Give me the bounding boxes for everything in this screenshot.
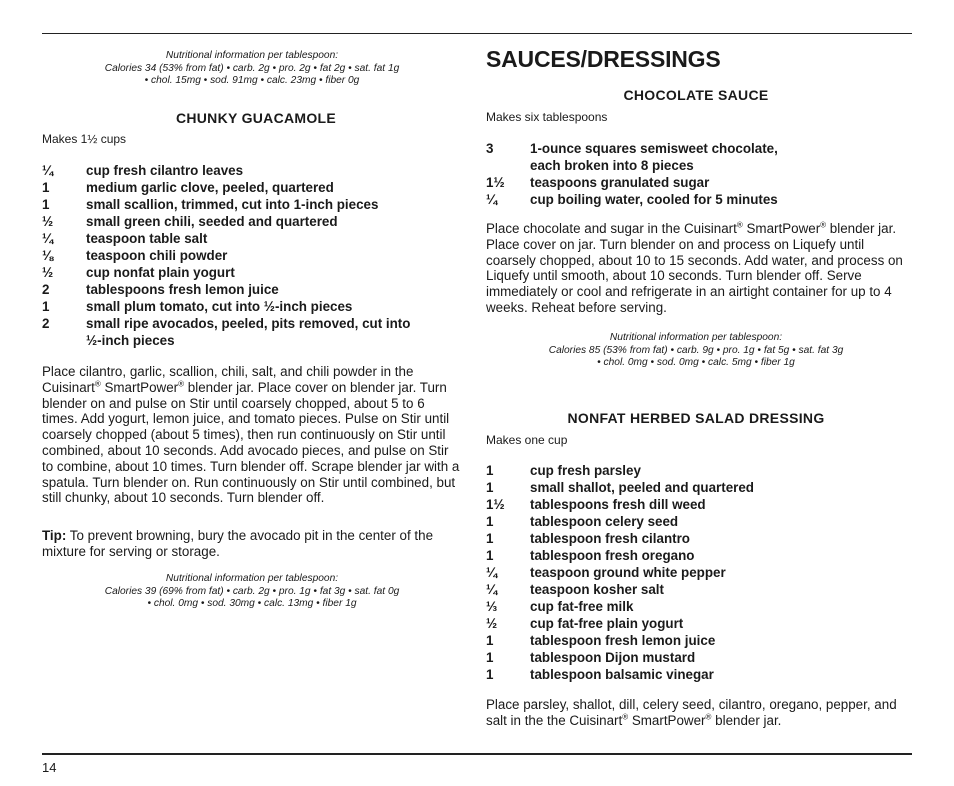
- ingredient-text: cup fresh cilantro leaves: [86, 163, 244, 178]
- ingredient-text: small ripe avocados, peeled, pits removed, cut into: [86, 316, 411, 331]
- ingredient-row: [486, 547, 906, 564]
- ingredient-row: [486, 581, 906, 598]
- ingredient-qty: 1: [42, 299, 50, 314]
- ingredient-qty: 1: [486, 667, 494, 682]
- ingredient-text: tablespoon fresh oregano: [530, 548, 695, 563]
- ingredient-text: tablespoon fresh lemon juice: [530, 633, 716, 648]
- ingredient-row: [486, 666, 906, 683]
- registered-mark: ®: [94, 379, 101, 389]
- nutrition-info-top: [42, 50, 462, 88]
- instructions-text: Place chocolate and sugar in the Cuisinart: [486, 221, 737, 236]
- ingredient-row: [486, 632, 906, 649]
- ingredient-qty: ¼: [486, 582, 498, 597]
- ingredient-qty: ¼: [486, 192, 498, 207]
- ingredient-qty: 3: [486, 141, 494, 156]
- ingredient-text: medium garlic clove, peeled, quartered: [86, 180, 334, 195]
- ingredient-row: [42, 196, 462, 213]
- page-number: 14: [42, 760, 57, 775]
- instructions-text: Place cilantro, garlic, scallion, chili, salt, and chili powder in the Cuisinart: [42, 364, 414, 395]
- tip-label: Tip:: [42, 528, 67, 543]
- ingredient-qty: 1: [486, 463, 494, 478]
- ingredient-qty: 1: [486, 480, 494, 495]
- ingredient-text: cup nonfat plain yogurt: [86, 265, 235, 280]
- recipe-yield: Makes six tablespoons: [486, 110, 608, 124]
- ingredient-text: tablespoons fresh dill weed: [530, 497, 706, 512]
- ingredient-list: [486, 462, 906, 683]
- ingredient-row: [486, 479, 906, 496]
- instructions-text: SmartPower: [100, 379, 179, 395]
- recipe-title-guacamole: CHUNKY GUACAMOLE: [175, 110, 337, 126]
- ingredient-row: [486, 140, 906, 157]
- nutrition-heading: Nutritional information per tablespoon:: [165, 50, 339, 61]
- ingredient-qty: 2: [42, 316, 50, 331]
- registered-mark: ®: [622, 712, 629, 722]
- ingredient-text: teaspoon ground white pepper: [530, 565, 726, 580]
- ingredient-qty: [486, 157, 530, 174]
- ingredient-qty: ¼: [42, 231, 54, 246]
- top-rule: [42, 33, 912, 34]
- instructions-text: Place parsley, shallot, dill, celery seed, cilantro, oregano, pepper, and salt in the the Cuisinart: [486, 697, 897, 728]
- nutrition-heading: Nutritional information per tablespoon:: [165, 573, 339, 584]
- registered-mark: ®: [705, 712, 712, 722]
- ingredient-text: cup boiling water, cooled for 5 minutes: [530, 192, 778, 207]
- nutrition-info: [486, 332, 906, 370]
- ingredient-qty: 2: [42, 282, 50, 297]
- ingredient-qty: 1½: [486, 497, 505, 512]
- ingredient-text: tablespoon fresh cilantro: [530, 531, 690, 546]
- ingredient-qty: 1: [42, 197, 50, 212]
- ingredient-text: tablespoon Dijon mustard: [530, 650, 696, 665]
- ingredient-row: [42, 332, 462, 349]
- ingredient-text: ½-inch pieces: [86, 333, 175, 348]
- ingredient-list: [486, 140, 906, 208]
- recipe-title-chocolate-sauce: CHOCOLATE SAUCE: [623, 87, 769, 103]
- ingredient-qty: [42, 332, 86, 349]
- ingredient-qty: 1: [486, 633, 494, 648]
- ingredient-qty: ¼: [42, 163, 54, 178]
- ingredient-list: [42, 162, 462, 349]
- ingredient-row: [486, 191, 906, 208]
- ingredient-qty: ½: [42, 265, 54, 280]
- tip-text: To prevent browning, bury the avocado pit in the center of the mixture for serving or storage.: [42, 528, 434, 559]
- recipe-instructions: [486, 221, 906, 316]
- ingredient-text: small scallion, trimmed, cut into 1-inch pieces: [86, 197, 379, 212]
- ingredient-qty: ½: [42, 214, 54, 229]
- registered-mark: ®: [178, 379, 185, 389]
- ingredient-row: [42, 213, 462, 230]
- ingredient-row: [42, 264, 462, 281]
- ingredient-row: [486, 496, 906, 513]
- nutrition-line: Calories 39 (69% from fat) • carb. 2g • pro. 1g • fat 3g • sat. fat 0g: [104, 585, 400, 597]
- recipe-yield: Makes 1½ cups: [42, 132, 127, 146]
- ingredient-text: cup fat-free plain yogurt: [530, 616, 684, 631]
- ingredient-text: teaspoon table salt: [86, 231, 208, 246]
- ingredient-text: 1-ounce squares semisweet chocolate,: [530, 141, 778, 156]
- ingredient-row: [42, 162, 462, 179]
- ingredient-text: teaspoon kosher salt: [530, 582, 664, 597]
- ingredient-row: [486, 174, 906, 191]
- ingredient-row: [486, 564, 906, 581]
- nutrition-line: • chol. 0mg • sod. 0mg • calc. 5mg • fiber 1g: [597, 357, 795, 368]
- registered-mark: ®: [820, 220, 827, 230]
- ingredient-qty: ½: [486, 616, 498, 631]
- ingredient-row: [42, 281, 462, 298]
- instructions-text: blender jar. Place cover on jar. Turn blender on and process on Liquefy until coarsely chopped, about 10 to 15 seconds. Add water, and process on Liquefy until smooth, about 10 seconds. Turn blender off. Serve immediately or cool and refrigerate in an airtight container for up to 4 weeks. Reheat before serving.: [486, 221, 903, 315]
- section-title: SAUCES/DRESSINGS: [486, 46, 721, 72]
- ingredient-qty: 1: [42, 180, 50, 195]
- ingredient-row: [486, 513, 906, 530]
- recipe-yield: Makes one cup: [486, 433, 568, 447]
- ingredient-row: [486, 462, 906, 479]
- ingredient-text: tablespoon balsamic vinegar: [530, 667, 714, 682]
- instructions-text: blender jar.: [711, 712, 782, 728]
- ingredient-row: [42, 315, 462, 332]
- registered-mark: ®: [736, 220, 743, 230]
- recipe-instructions: [42, 364, 462, 506]
- ingredient-qty: ⅛: [42, 248, 54, 263]
- ingredient-text: small shallot, peeled and quartered: [530, 480, 754, 495]
- ingredient-text: teaspoon chili powder: [86, 248, 228, 263]
- nutrition-line: Calories 34 (53% from fat) • carb. 2g • pro. 2g • fat 2g • sat. fat 1g: [104, 62, 400, 74]
- nutrition-info: [42, 573, 462, 611]
- ingredient-row: [42, 298, 462, 315]
- ingredient-text: small plum tomato, cut into ½-inch pieces: [86, 299, 353, 314]
- ingredient-row: [42, 247, 462, 264]
- nutrition-line: Calories 85 (53% from fat) • carb. 9g • pro. 1g • fat 5g • sat. fat 3g: [548, 344, 844, 356]
- instructions-text: SmartPower: [628, 712, 706, 728]
- ingredient-qty: 1: [486, 514, 494, 529]
- instructions-text: SmartPower: [742, 221, 821, 236]
- recipe-tip: [42, 528, 462, 560]
- ingredient-row: [486, 598, 906, 615]
- bottom-rule: [42, 753, 912, 755]
- ingredient-text: cup fresh parsley: [530, 463, 641, 478]
- ingredient-qty: 1: [486, 650, 494, 665]
- ingredient-row: [42, 179, 462, 196]
- recipe-title-salad-dressing: NONFAT HERBED SALAD DRESSING: [567, 410, 825, 426]
- ingredient-qty: ⅓: [486, 599, 498, 614]
- ingredient-text: each broken into 8 pieces: [530, 158, 694, 173]
- instructions-text: blender jar. Place cover on blender jar. Turn blender on and pulse on Stir until coarsely chopped, about 5 to 6 times. Add yogurt, lemon juice, and tomato pieces. Pulse on Stir until coarsely chopped (about 5 times), then run continuously on Stir until combined, about 10 seconds. Add avocado pieces, and pulse on Stir to combine, about 10 times. Turn blender off. Scrape blender jar with a spatula. Turn blender on. Run continuously on Stir until combined, but still chunky, about 10 seconds. Turn blender off.: [42, 379, 460, 506]
- ingredient-row: [486, 649, 906, 666]
- nutrition-line: • chol. 15mg • sod. 91mg • calc. 23mg • fiber 0g: [144, 75, 360, 86]
- ingredient-row: [486, 615, 906, 632]
- ingredient-qty: ¼: [486, 565, 498, 580]
- recipe-instructions: [486, 697, 906, 729]
- ingredient-qty: 1½: [486, 175, 505, 190]
- ingredient-qty: 1: [486, 531, 494, 546]
- nutrition-heading: Nutritional information per tablespoon:: [609, 332, 783, 343]
- ingredient-text: tablespoons fresh lemon juice: [86, 282, 279, 297]
- ingredient-text: cup fat-free milk: [530, 599, 634, 614]
- ingredient-text: tablespoon celery seed: [530, 514, 679, 529]
- nutrition-line: • chol. 0mg • sod. 30mg • calc. 13mg • fiber 1g: [147, 598, 357, 609]
- ingredient-row: [486, 157, 906, 174]
- ingredient-row: [486, 530, 906, 547]
- ingredient-text: teaspoons granulated sugar: [530, 175, 710, 190]
- ingredient-text: small green chili, seeded and quartered: [86, 214, 338, 229]
- ingredient-row: [42, 230, 462, 247]
- ingredient-qty: 1: [486, 548, 494, 563]
